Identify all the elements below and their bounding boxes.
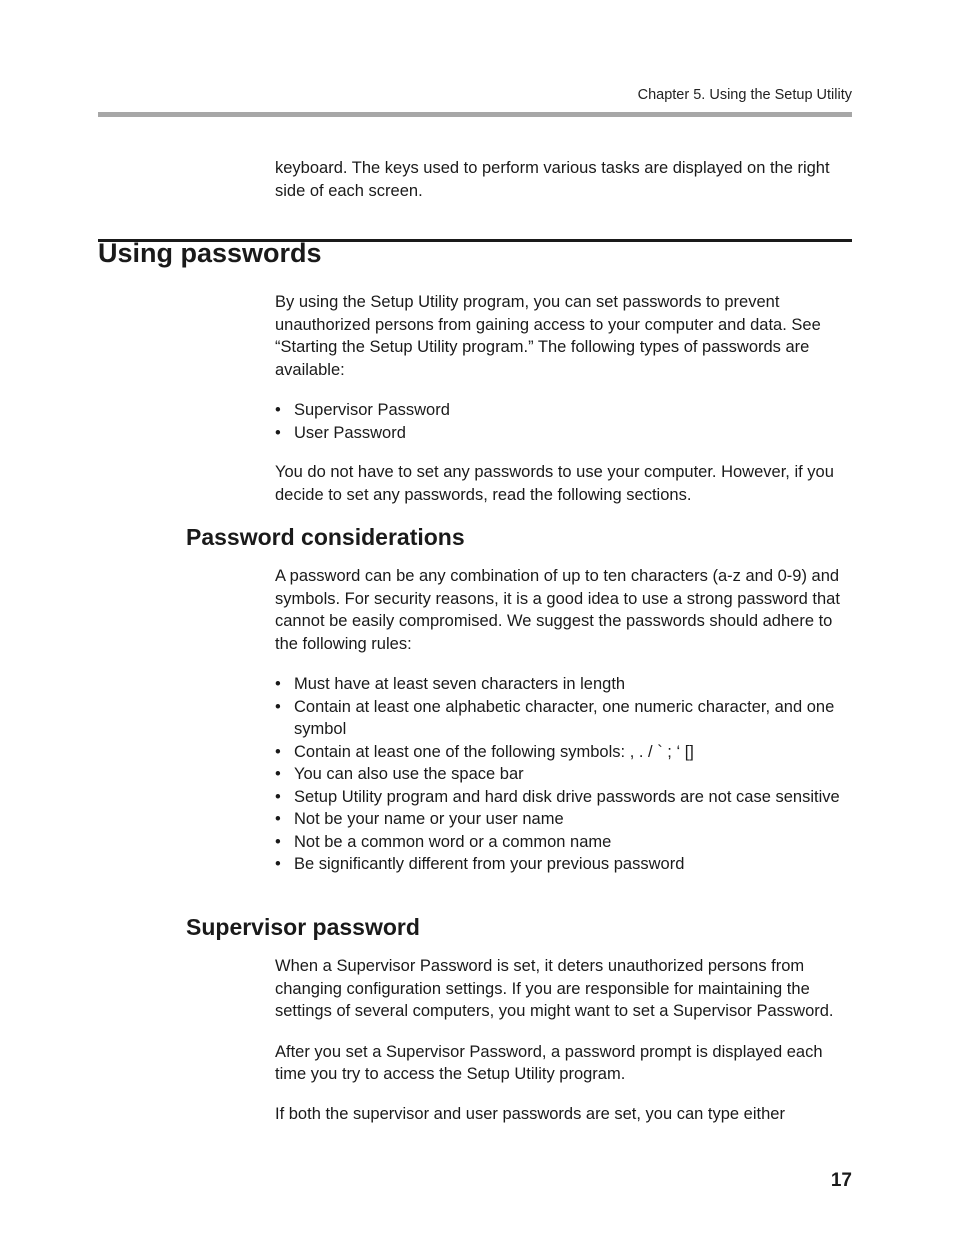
supervisor-para1: When a Supervisor Password is set, it deters unauthorized persons from changing configuration settings. If you are responsible for maintaining the settings of several computers, you might want to set a Supervisor Password. [275, 957, 834, 1020]
bullet-icon: • [275, 742, 281, 761]
list-item: • Not be your name or your user name [275, 808, 853, 831]
bullet-icon: • [275, 810, 281, 828]
list-item: • User Password [275, 422, 853, 445]
list-item: • You can also use the space bar [275, 763, 853, 786]
list-item: • Supervisor Password [275, 399, 853, 422]
section-title-password-considerations: Password considerations [186, 524, 465, 550]
using-passwords-para2: You do not have to set any passwords to use your computer. However, if you decide to set any passwords, read the following sections. [275, 463, 834, 504]
considerations-body [275, 565, 853, 876]
bullet-icon: • [275, 787, 281, 806]
page-number: 17 [830, 1170, 852, 1191]
intro-continuation: keyboard. The keys used to perform various tasks are displayed on the right side of each screen. [275, 159, 830, 200]
supervisor-para2: After you set a Supervisor Password, a password prompt is displayed each time you try to access the Setup Utility program. [275, 1042, 823, 1083]
bullet-icon: • [275, 401, 281, 419]
bullet-icon: • [275, 697, 281, 716]
list-item: • Setup Utility program and hard disk drive passwords are not case sensitive [275, 786, 853, 809]
list-item: • Contain at least one of the following symbols: , . / ` ; ‘ [] [275, 741, 853, 764]
list-item: • Must have at least seven characters in length [275, 673, 853, 696]
supervisor-body [275, 955, 853, 1125]
password-rules-list [275, 673, 853, 876]
running-header: Chapter 5. Using the Setup Utility [637, 87, 852, 103]
considerations-para1: A password can be any combination of up to ten characters (a-z and 0-9) and symbols. For security reasons, it is a good idea to use a strong password that cannot be easily compromised. We suggest the passwords should adhere to the following rules: [275, 567, 840, 653]
bullet-icon: • [275, 423, 281, 442]
using-passwords-body [275, 291, 853, 506]
section-title-using-passwords: Using passwords [98, 238, 322, 268]
bullet-icon: • [275, 675, 281, 693]
intro-continuation-block [275, 157, 853, 202]
list-item: • Be significantly different from your previous password [275, 853, 853, 876]
password-types-list [275, 399, 853, 444]
bullet-icon: • [275, 765, 281, 783]
list-item: • Not be a common word or a common name [275, 831, 853, 854]
header-rule [98, 112, 852, 117]
list-item: • Contain at least one alphabetic character, one numeric character, and one symbol [275, 697, 835, 738]
using-passwords-para1: By using the Setup Utility program, you can set passwords to prevent unauthorized persons from gaining access to your computer and data. See “Starting the Setup Utility program.” The following types of passwords are available: [275, 293, 821, 379]
section-title-supervisor-password: Supervisor password [186, 914, 420, 940]
bullet-icon: • [275, 832, 281, 851]
bullet-icon: • [275, 855, 281, 873]
supervisor-para3: If both the supervisor and user passwords are set, you can type either [275, 1104, 785, 1123]
